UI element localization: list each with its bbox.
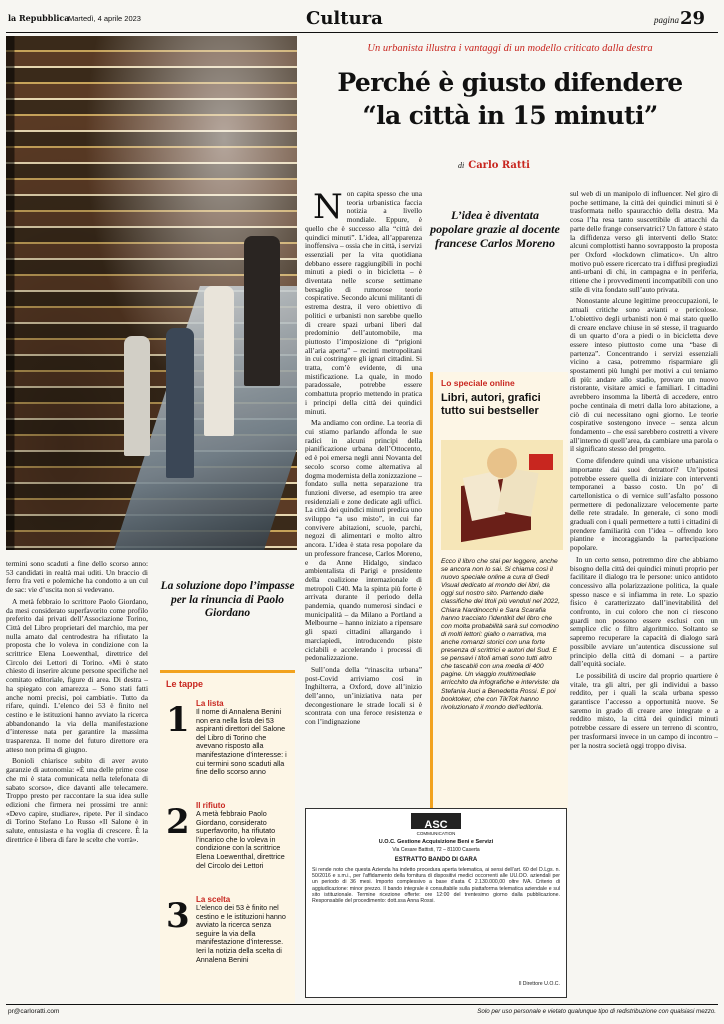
tappa-heading: La scelta bbox=[196, 895, 231, 904]
special-illustration bbox=[441, 440, 563, 550]
article-p4: sul web di un manipolo di influencer. Nel giro di poche settimane, la città dei quindici minuti si è trasformata nello spauracchio della destra. Ma cosa l’ha resa tanto suscettibile di attacchi da parte delle frange conservatrici? Un fattore è stato la diffidenza verso gli interventi dello Stato: alcuni complottisti hanno sovrapposto la proposta per Oxford «lockdown climatico». Un altro motivo può essere ricercato tra i diffusi pregiudizi anti-urbani di chi, in campagna e in periferia, ritiene che i provvedimenti incompatibili con uno stile di vita fondato sull’auto privata. bbox=[570, 190, 718, 294]
issue-date: Martedì, 4 aprile 2023 bbox=[68, 14, 141, 23]
article-p3: Sull’onda della “rinascita urbana” post-Covid arriviamo così in Inghilterra, a Oxford, dove all’inizio dell’anno, un’iniziativa nata per decongestionare le strade locali si è scontrata con una feroce resistenza e con l’indignazione bbox=[305, 664, 422, 727]
article-p8: Le possibilità di uscire dal proprio quartiere è vitale, tra gli altri, per gli individui a basso reddito, per i quali la scala urbana spesso garantisce l’accesso a opportunità nuove. Se saremo in grado di creare aree integrate e a reddito misto, la città dei quindici minuti potrebbe cessare di essere un terreno di scontro, per trasformarsi invece in un campo di incontro – per la nostra società oggi troppo divisa. bbox=[570, 670, 718, 750]
tappa-text: Il nome di Annalena Benini non era nella lista dei 53 aspiranti direttori del Salone del Libro di Torino che avevano risposto alla manifestazione d’interesse: i cui termini sono scaduti alla fine dello scorso anno bbox=[196, 707, 287, 777]
ad-signature: Il Direttore U.O.C. bbox=[518, 981, 560, 987]
article-p5: Nonostante alcune legittime preoccupazioni, le attuali critiche sono avianti e pericolose. L’obiettivo degli urbanisti non è mai stato quello di creare enclave chiuse in sé stesse, il traguardo di un quarto d’ora a piedi o in bicicletta deve essere inteso piuttosto come una “base di partenza”. Concentrando i servizi essenziali vicino a casa, potremmo risparmiare gli spostamenti più lunghi per motivi a cui teniamo di più: andare allo stadio, provare un nuovo ristorante, visitare amici e familiari. I cittadini avrebbero insomma la libertà di accedere, entro poche centinaia di metri dalla loro abitazione, a ciò di cui necessitano ogni giorno. Le teorie cospirative sostengono invece – senza alcun fondamento – che essi sarebbero costretti a vivere all’interno di quell’area, da cambiare una parola o il significato stesso del progetto. bbox=[570, 296, 718, 454]
side-story-p1: termini sono scaduti a fine dello scorso anno: 53 candidati in realtà mai uditi. Un braccio di ferro fra veti e polemiche ha condotto a un cul de sac: vie d’uscita non si vedevano. bbox=[6, 560, 148, 595]
special-label: Lo speciale online bbox=[441, 378, 515, 388]
tappa-1 bbox=[166, 699, 291, 777]
article-p1: on capita spesso che una teoria urbanistica faccia notizia a livello mondiale. Eppure, è quello che è successo alla “città dei quindici minuti”. L’idea, all’apparenza inoffensiva – ossia che in città, i servizi essenziali per la vita quotidiana debbano essere raggiungibili in pochi minuti a piedi o in bicicletta – è diventata nelle scorse settimane bersaglio di rumorose teorie cospirative. Secondo alcuni militanti di estrema destra, il vero obiettivo di politici e urbanisti non sarebbe quello di creare spazi urbani liberi dal predominio dell’automobile, ma piuttosto l’imposizione di “prigioni all’aria aperta” – recinti metropolitani in cui costringere gli ignari cittadini. Si tratta, com’è evidente, di una mistificazione. La quale, in modo paradossale, potrebbe essere combattuta proprio mettendo in pratica i principi della città dei quindici minuti. bbox=[305, 190, 422, 416]
side-story-p3: Bonioli chiariscе subito di aver avuto garanzie di autonomia: «È una delle prime cose che mi è stata comunicata nella telefonata di sabato scorso», dice davanti alle telecamere. Troppo presto per raccontare la sua idea sulle edizioni che firmera nei prossimi tre anni: «Devo capire, studiare», ripete. Per il sindaco di Torino Stefano Lo Russo «Il Salone è in salute, entusiasta e ha voglia di crescere. È la direttrice è libera di fare le scelte che vorrà». bbox=[6, 756, 148, 844]
photo-person-2 bbox=[204, 286, 234, 436]
article-p2: Ma andiamo con ordine. La teoria di cui stiamo parlando affonda le sue radici in alcuni principi della pianificazione urbana dell’Ottocento, ed è poi emersa negli anni Novanta del secolo scorso come alternativa al dogma modernista della zonizzazione – fondato sulla netta separazione tra funzioni diverse, ad esempio tra aree residenziali e zone dedicate agli uffici. La città dei quindici minuti predica uno sviluppo “a uso misto”, in cui far convivere abitazioni, scuole, parchi, negozi di alimentari e molto altro ancora. L’idea è stata resa popolare da un professore francese, Carlos Moreno, e da Anne Hidalgo, sindaco ambientalista di Parigi e presidente della coalizione internazionale di metropoli C40. Ma la spinta più forte è arrivata durante il periodo della pandemia, quando numerosi sindaci e municipalità – da Milano a Portland a Melbourne – hanno iniziato a ripensare gli spazi cittadini allargando i marciapiedi, introducendo piste ciclabili e accelerando i processi di pedonalizzazione. bbox=[305, 418, 422, 663]
photo-person-4 bbox=[124, 336, 150, 456]
tappa-text: L’elenco dei 53 è finito nel cestino e le istituzioni hanno avviato la ricerca senza seguire la via della manifestazione d’interesse. Ieri la notizia della scelta di Annalena Benini bbox=[196, 903, 286, 964]
masthead: la Repubblica bbox=[8, 13, 70, 23]
article-title-line1: Perché è giusto difendere bbox=[337, 68, 683, 97]
side-story-body bbox=[6, 560, 148, 1000]
tappa-text: A metà febbraio Paolo Giordano, considerato superfavorito, ha rifiutato l’incarico che lo voleva in condizione con la scrittrice Elena Loewenthal, direttrice del Circolo dei Lettori bbox=[196, 809, 285, 870]
bookstore-photo bbox=[6, 36, 297, 550]
dropcap: N bbox=[313, 190, 343, 227]
page-number: 29 bbox=[680, 8, 706, 29]
article-col3 bbox=[570, 190, 718, 1000]
pullquote: L’idea è diventata popolare grazie al docente francese Carlos Moreno bbox=[430, 208, 560, 250]
ad-org: U.O.C. Gestione Acquisizione Beni e Servizi bbox=[378, 839, 494, 845]
ad-title: ESTRATTO BANDO DI GARA bbox=[394, 857, 478, 863]
tappa-2 bbox=[166, 801, 291, 870]
byline-prefix: di bbox=[458, 161, 465, 170]
tappe-box bbox=[160, 670, 295, 1003]
page-label: pagina bbox=[654, 15, 680, 25]
tappa-number: 1 bbox=[166, 700, 190, 740]
legal-notice-ad bbox=[305, 808, 567, 998]
ad-address: Via Cesare Battisti, 72 – 81100 Caserta bbox=[392, 847, 480, 853]
article-kicker: Un urbanista illustra i vantaggi di un modello criticato dalla destra bbox=[367, 43, 653, 54]
header-rule bbox=[6, 32, 718, 33]
ad-logo-sub: COMMUNICATION bbox=[416, 831, 456, 836]
byline bbox=[458, 160, 530, 171]
tappa-heading: La lista bbox=[196, 699, 224, 708]
section-title: Cultura bbox=[306, 8, 383, 29]
header bbox=[6, 8, 718, 30]
tappe-title: Le tappe bbox=[166, 679, 204, 689]
tappa-3 bbox=[166, 895, 291, 964]
side-story-p2: A metà febbraio lo scrittore Paolo Giordano, da mesi considerato superfavorito come profilo preferito dai privati dell’Associazione Torino, Città del Libro proprietari del marchio, ma per nulla amato dal centrodestra ha rifiutato la proposta che lo voleva in condizione con la scrittrice Elena Loewenthal, direttrice del Circolo dei Lettori di Torino. «Mi è stato chiesto di inserire alcune persone specifiche nel comitato editoriale, figure di area. Di destra – ha spiegato con amarezza – Sono stati fatti anche nomi precisi, poi cambiati». Tutto da rifare, quindi. L’elenco dei 53 è finito nel cestino e le istituzioni hanno avviato la ricerca abbandonando la via della manifestazione d’interesse nata per garantire la massima trasparenza. Il nome del futuro direttore era atteso non prima di giugno. bbox=[6, 596, 148, 754]
article-title-line2: “la città in 15 minuti” bbox=[362, 101, 658, 130]
tappa-heading: Il rifiuto bbox=[196, 801, 226, 810]
ad-body: Si rende noto che questa Azienda ha indetto procedura aperta telematica, ai sensi dell’art. 60 del D.Lgs. n. 50/2016 e s.m.i., per l’affidamento della fornitura di dispositivi medici occorrenti alle UU.OO. aziendali per un periodo di 36 mesi. Importo complessivo a base d’asta € 2.130.000,00 oltre IVA. Criterio di aggiudicazione: minor prezzo. Il bando integrale è consultabile sulla piattaforma telematica aziendale e sul sito istituzionale. Termine ricezione offerte: ore 12:00 del trentesimo giorno dalla pubblicazione. Responsabile del procedimento: dott.ssa Anna Rossi. bbox=[312, 867, 560, 905]
article-p7: In un certo senso, potremmo dire che abbiamo bisogno della città dei quindici minuti proprio per facilitare il dialogo tra le persone: unico antidoto concessivo alla polarizzazione politica, la quale spesso nasce e si infiamma in rete. Lo spazio fisico è caratterizzato dall’inevitabilità del confronto, in cui coloro che non ci riescono guardi non possono essere esclusi con un semplice clic o filtro algoritmico. Soltanto se sapremo recuperare la capacità di dialogo sarà possibile avviare un’autentica discussione sul principio della città di domani – a partire dall’equità sociale. bbox=[570, 554, 718, 669]
special-online-box bbox=[430, 372, 568, 812]
tappa-number: 2 bbox=[166, 802, 190, 842]
ad-logo-text: ASC bbox=[424, 819, 448, 831]
photo-person-3 bbox=[166, 328, 194, 478]
photo-person-1 bbox=[244, 236, 280, 386]
footer-disclaimer: Solo per uso personale e vietato qualunque tipo di redistribuzione con qualsiasi mezzo. bbox=[477, 1008, 716, 1015]
side-story-title: La soluzione dopo l’impasse per la rinuncia di Paolo Giordano bbox=[160, 580, 295, 619]
author-name: Carlo Ratti bbox=[468, 160, 530, 171]
special-headline: Libri, autori, grafici tutto sui bestseller bbox=[441, 392, 541, 417]
footer-email: pr@carloratti.com bbox=[8, 1008, 60, 1015]
footer-rule bbox=[6, 1004, 718, 1005]
article-p6: Come difendere quindi una visione urbanistica importante dai suoi detrattori? Un’ipotesi potrebbe essere quella di iniziare con interventi temporanei a basso costo. Un po’ di cartellonistica o di vernice sull’asfalto possono permettere di pedonalizzare velocemente parte delle rete stradale. In generale, ci sono modi graduali con i quali permettere a tutti i cittadini di prendere familiarità con l’idea – offrendo loro piantine e incoraggiando la partecipazione popolare. bbox=[570, 456, 718, 553]
tappa-number: 3 bbox=[166, 896, 190, 936]
ad-logo bbox=[411, 813, 461, 829]
special-caption: Ecco il libro che stai per leggere, anche se ancora non lo sai. Si chiama così il nuovo speciale online a cura di Gedi Visual dedicato al mondo dei libri, da oggi sul nostro sito. Partendo dalle classifiche dei titoli più venduti nel 2022, Chiara Nardinocchi e Sara Scarafia hanno tracciato l’identikit del libro che con molta probabilità sarà sul comodino di molti lettori: giallo o narrativa, ma anche romanzi storici con una forte presenza di scrittrici e autori del Sud. E se pensavi i titoli amati sono tutti altro che tascabili con una media di 400 pagine. Un viaggio multimediale arricchito da infografiche e interviste: da Stefania Auci a Benedetta Rossi. E poi booktoker, che con TikTok hanno rivoluzionato il mondo dell’editoria. bbox=[441, 558, 560, 711]
